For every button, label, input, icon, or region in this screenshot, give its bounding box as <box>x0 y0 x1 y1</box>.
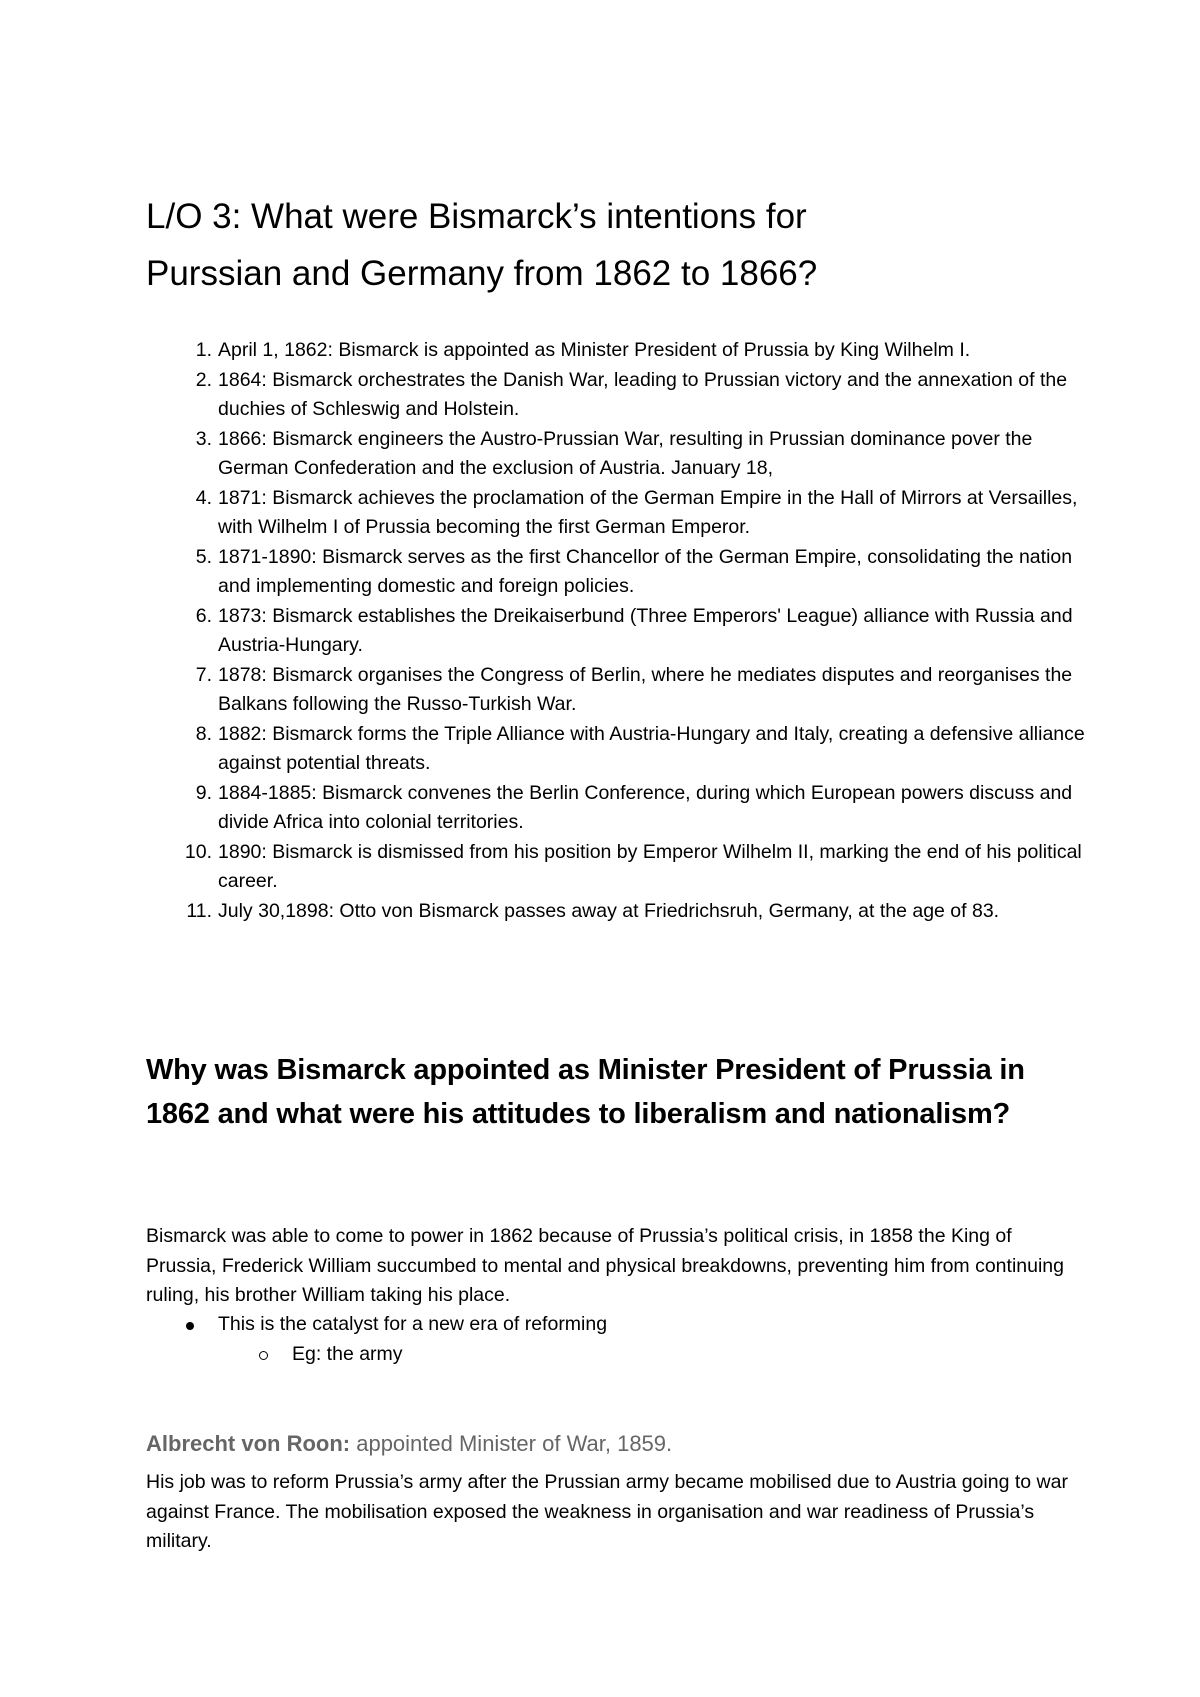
subheading <box>146 1428 1076 1460</box>
list-text: 1871: Bismarck achieves the proclamation of the German Empire in the Hall of Mirrors at Versailles, with Wilhelm I of Prussia becoming the first German Emperor. <box>218 486 1078 538</box>
list-item <box>184 838 1088 897</box>
list-item <box>195 602 1088 661</box>
list-number: 1. <box>195 339 212 361</box>
list-number: 4. <box>195 486 212 509</box>
title-line-1: L/O 3: What were Bismarck’s intentions for <box>146 197 807 236</box>
sub-bullet-item <box>146 1340 1046 1370</box>
bullet-list <box>146 1310 1046 1369</box>
list-number: 11. <box>186 899 212 922</box>
list-text: April 1, 1862: Bismarck is appointed as Minister President of Prussia by King Wilhelm I. <box>218 339 971 361</box>
list-item <box>195 336 1088 366</box>
bullet-item <box>146 1310 1046 1340</box>
list-item <box>195 661 1088 720</box>
list-item <box>186 897 1088 927</box>
list-text: 1878: Bismarck organises the Congress of Berlin, where he mediates disputes and reorganises the Balkans following the Russo-Turkish War. <box>218 663 1073 715</box>
list-number: 10. <box>184 840 212 863</box>
list-number: 9. <box>195 781 212 804</box>
page-title <box>146 188 1076 302</box>
timeline-list <box>184 336 1088 926</box>
list-item <box>195 543 1088 602</box>
hollow-bullet-icon <box>259 1351 268 1360</box>
body-paragraph: Bismarck was able to come to power in 1862 because of Prussia’s political crisis, in 1858 the King of Prussia, Frederick William succumbed to mental and physical breakdowns, preventing him from continuing ruling, his brother William taking his place. <box>146 1225 1064 1306</box>
list-text: 1871-1890: Bismarck serves as the first Chancellor of the German Empire, consolidating the nation and implementing domestic and foreign policies. <box>218 545 1073 597</box>
bullet-text: This is the catalyst for a new era of reforming <box>218 1313 608 1335</box>
list-number: 5. <box>195 545 212 568</box>
list-item <box>195 425 1088 484</box>
body-paragraph: His job was to reform Prussia’s army after the Prussian army became mobilised due to Austria going to war against France. The mobilisation exposed the weakness in organisation and war readiness of Prussia’s military. <box>146 1471 1068 1552</box>
sub-bullet-text: Eg: the army <box>292 1342 403 1365</box>
list-item <box>195 484 1088 543</box>
bullet-dot-icon <box>186 1322 194 1330</box>
subheading-name: Albrecht von Roon: <box>146 1431 351 1456</box>
list-text: 1884-1885: Bismarck convenes the Berlin Conference, during which European powers discuss and divide Africa into colonial territories. <box>218 781 1073 833</box>
list-text: 1890: Bismarck is dismissed from his position by Emperor Wilhelm II, marking the end of his political career. <box>218 840 1082 892</box>
list-number: 7. <box>195 663 212 686</box>
list-text: 1864: Bismarck orchestrates the Danish War, leading to Prussian victory and the annexation of the duchies of Schleswig and Holstein. <box>218 368 1068 420</box>
list-text: 1873: Bismarck establishes the Dreikaiserbund (Three Emperors' League) alliance with Russia and Austria-Hungary. <box>218 604 1073 656</box>
list-number: 6. <box>195 604 212 627</box>
list-number: 2. <box>195 368 212 391</box>
section-heading: Why was Bismarck appointed as Minister President of Prussia in 1862 and what were his attitudes to liberalism and nationalism? <box>146 1054 1025 1130</box>
list-item <box>195 366 1088 425</box>
subheading-detail: appointed Minister of War, 1859. <box>350 1431 673 1456</box>
list-item <box>195 779 1088 838</box>
list-item <box>195 720 1088 779</box>
list-text: 1882: Bismarck forms the Triple Alliance with Austria-Hungary and Italy, creating a defensive alliance against potential threats. <box>218 722 1085 774</box>
list-text: 1866: Bismarck engineers the Austro-Prussian War, resulting in Prussian dominance pover the German Confederation and the exclusion of Austria. January 18, <box>218 427 1033 479</box>
title-line-2: Purssian and Germany from 1862 to 1866? <box>146 254 818 293</box>
list-number: 3. <box>195 427 212 450</box>
list-text: July 30,1898: Otto von Bismarck passes away at Friedrichsruh, Germany, at the age of 83. <box>218 899 1000 922</box>
list-number: 8. <box>195 722 212 745</box>
